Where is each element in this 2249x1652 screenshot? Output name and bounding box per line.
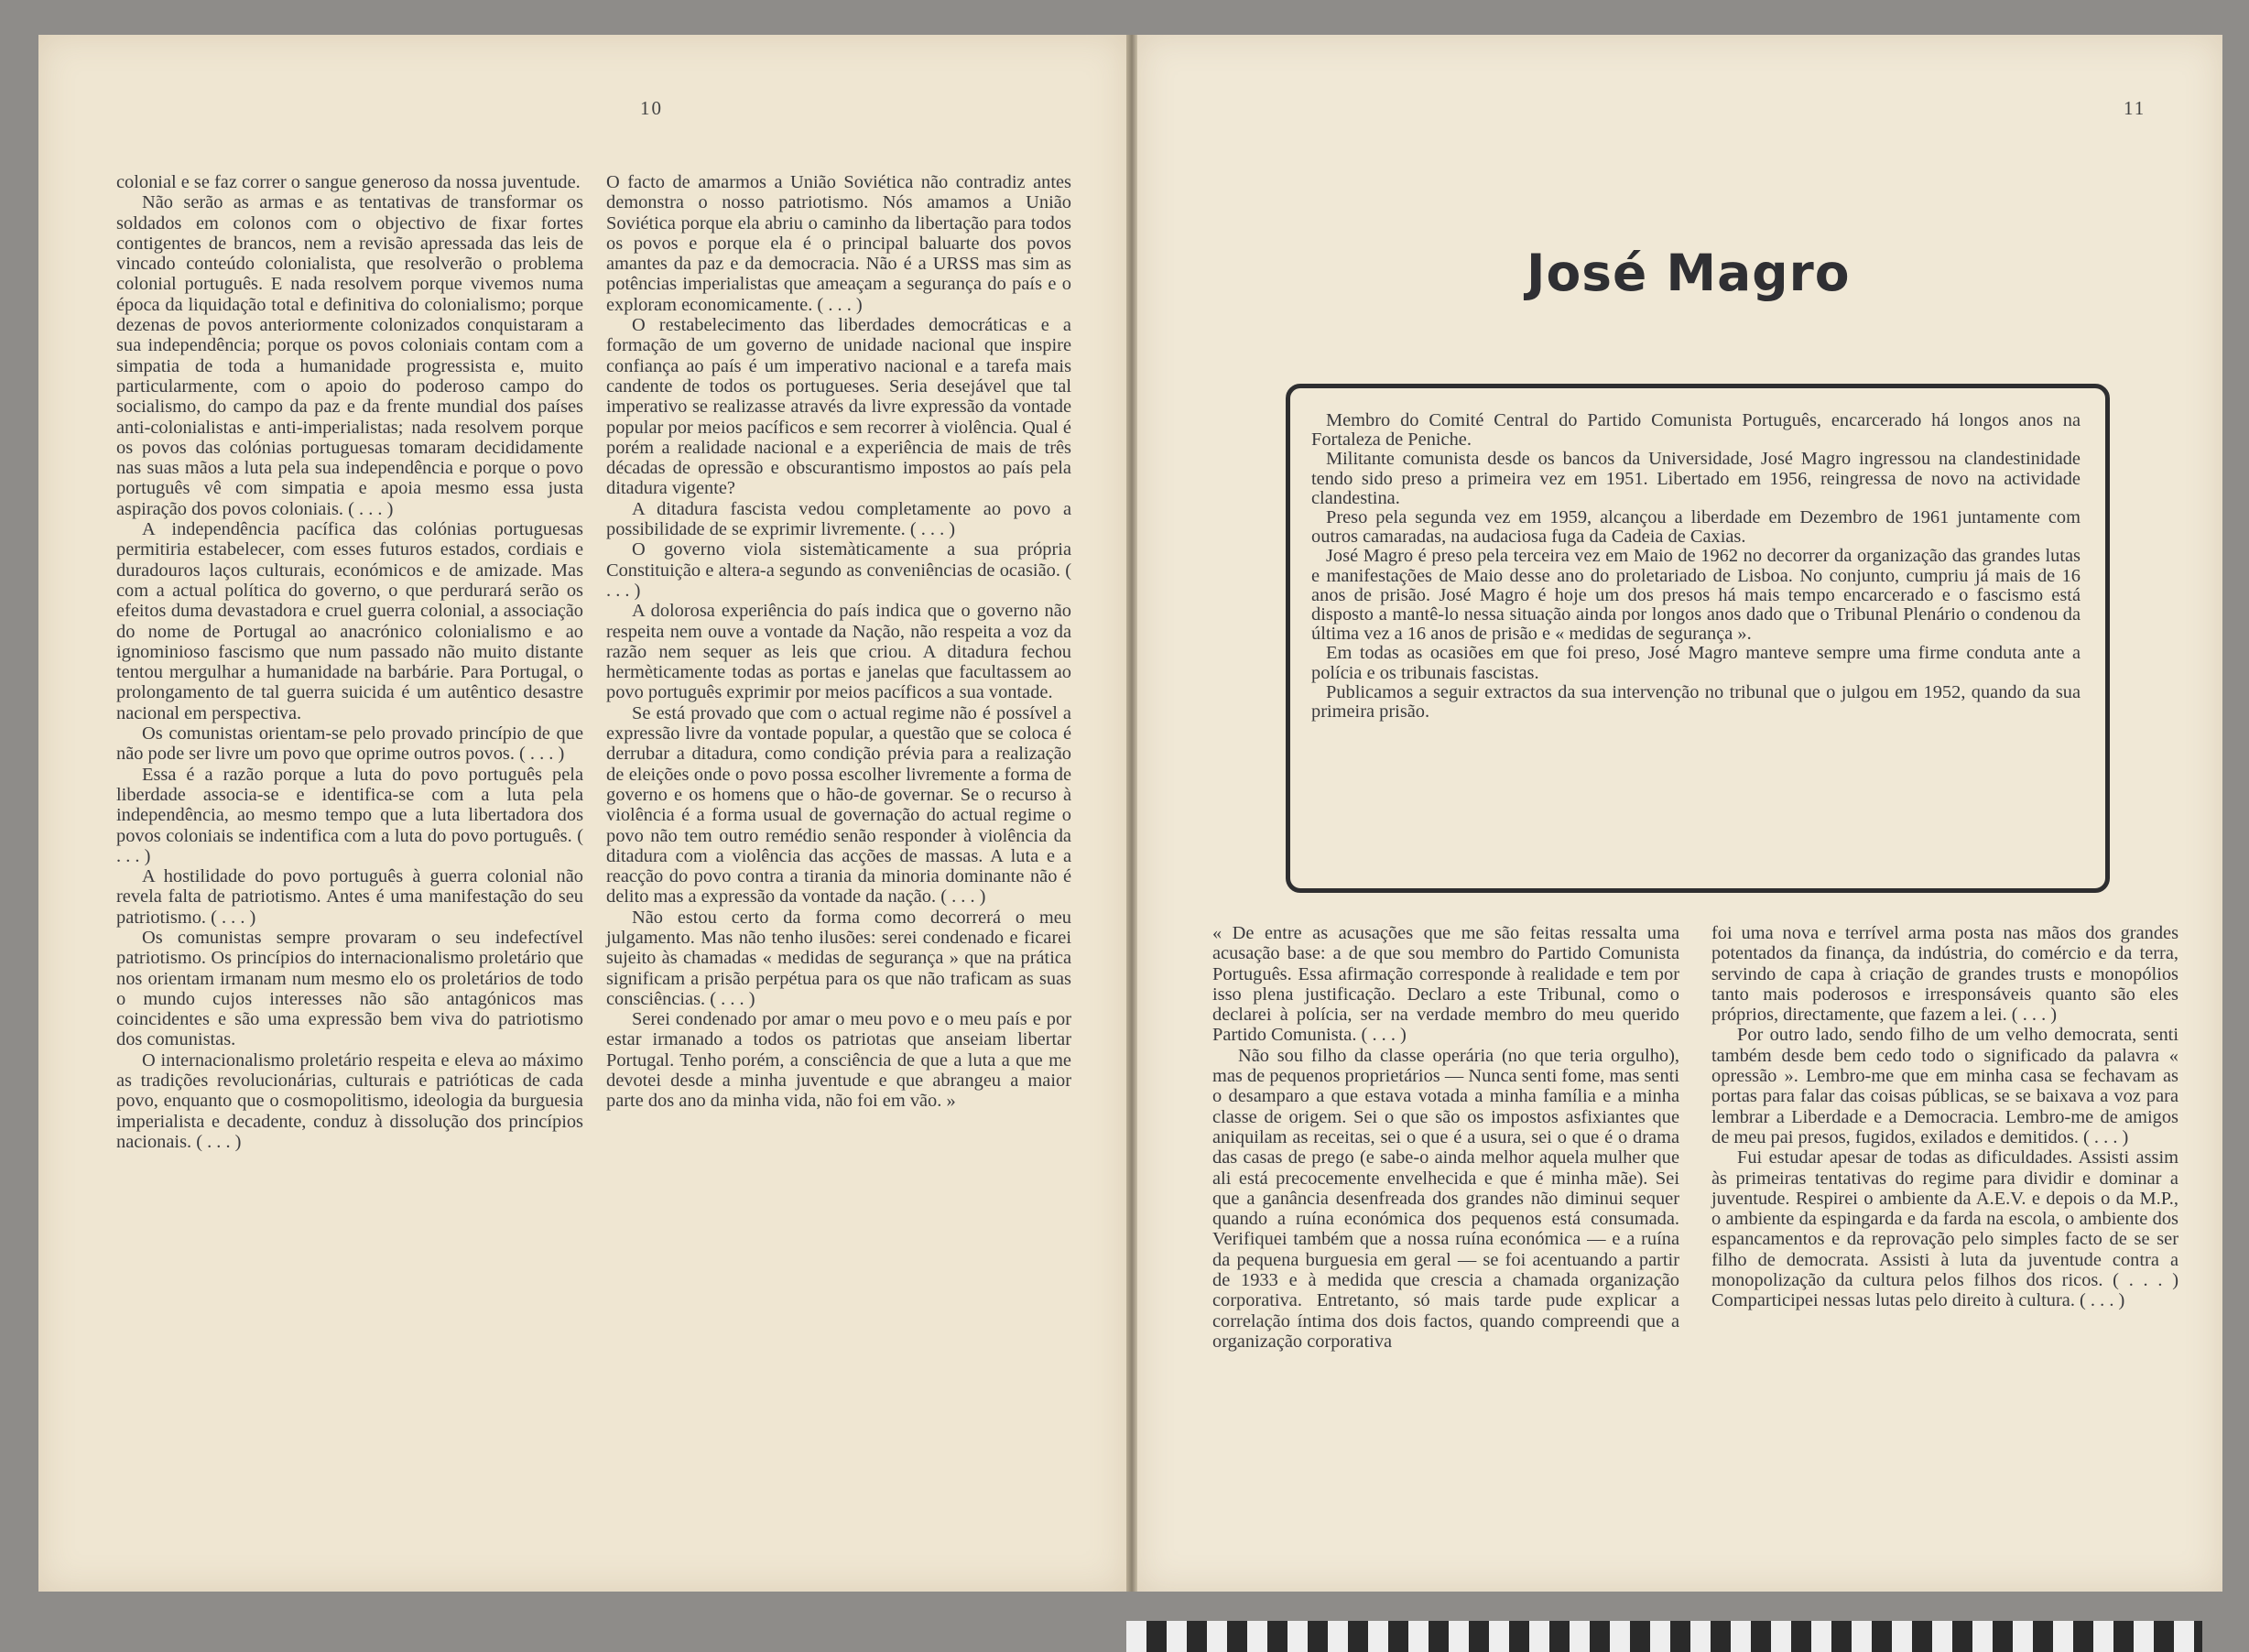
paragraph: Preso pela segunda vez em 1959, alcançou a liberdade em Dezembro de 1961 juntamente com outros camaradas, na audaciosa fuga da Cadeia de Caxias. bbox=[1311, 507, 2081, 548]
paragraph: Os comunistas orientam-se pelo provado princípio de que não pode ser livre um povo que oprime outros povos. ( . . . ) bbox=[116, 723, 583, 765]
book-gutter bbox=[1126, 35, 1137, 1592]
paragraph: Os comunistas sempre provaram o seu indefectível patriotismo. Os princípios do internacionalismo proletário que nos orientam irmanam num mesmo elo os proletários de todo o mundo cujos interesses não são antagónicos mas coincidentes e são uma expressão bem viva do patriotismo dos comunistas. bbox=[116, 927, 583, 1050]
paragraph: Fui estudar apesar de todas as dificuldades. Assisti assim às primeiras tentativas do regime para dividir e dominar a juventude. Respirei o ambiente da A.E.V. e depois o da M.P., o ambiente da espingarda e da farda na escola, o ambiente dos espancamentos e da reprovação pelo simples facto de se ser filho de democrata. Assisti à luta da juventude contra a monopolização da cultura pelos filhos dos ricos. ( . . . ) Comparticipei nessas lutas pelo direito à cultura. ( . . . ) bbox=[1711, 1147, 2178, 1311]
paragraph: Serei condenado por amar o meu povo e o meu país e por estar irmanado a todos os patriotas que anseiam libertar Portugal. Tenho porém, a consciência de que a luta a que me devotei desde a minha juventude e que abrangeu a maior parte dos ano da minha vida, não foi em vão. » bbox=[606, 1009, 1071, 1112]
paragraph: A dolorosa experiência do país indica que o governo não respeita nem ouve a vontade da Nação, não respeita a voz da razão nem sequer as leis que criou. A ditadura fechou hermèticamente todas as portas e janelas que facultassem ao povo português exprimir por meios pacíficos a sua vontade. bbox=[606, 601, 1071, 703]
paragraph: Não serão as armas e as tentativas de transformar os soldados em colonos com o objectivo de fixar fortes contigentes de brancos, nem a revisão apressada das leis de vincado conteúdo colonialista, que resolverão o problema colonial português. E nada resolvem porque vivemos numa época da liquidação total e definitiva do colonialismo; porque dezenas de povos anteriormente colonizados conquistaram a sua independência; porque os povos coloniais contam com a simpatia de toda a humanidade progressista e, muito particularmente, com o apoio do poderoso campo do socialismo, do campo da paz e da frente mundial dos países anti-colonialistas e anti-imperialistas; nada resolvem porque os povos das colónias portuguesas tomaram decididamente nas suas mãos a luta pela sua independência e porque o povo português vê com simpatia e apoia mesmo essa justa aspiração dos povos coloniais. ( . . . ) bbox=[116, 192, 583, 519]
paragraph: Não estou certo da forma como decorrerá o meu julgamento. Mas não tenho ilusões: serei condenado e ficarei sujeito às chamadas « medidas de segurança » que na prática significam a prisão perpétua para os que não traficam as suas consciências. ( . . . ) bbox=[606, 907, 1071, 1009]
paragraph: A ditadura fascista vedou completamente ao povo a possibilidade de se exprimir livremente. ( . . . ) bbox=[606, 498, 1071, 540]
paragraph: Membro do Comité Central do Partido Comunista Português, encarcerado há longos anos na Fortaleza de Peniche. bbox=[1311, 410, 2081, 451]
paragraph: Se está provado que com o actual regime não é possível a expressão livre da vontade popular, a questão que se coloca é derrubar a ditadura, como condição prévia para a realização de eleições onde o povo possa escolher livremente a forma de governo e os homens que o hão-de governar. Se o recurso à violência é a forma usual de governação do actual regime o povo não tem outro remédio senão responder à violência da ditadura com a violência das acções de massas. A luta e a reacção do povo contra a tirania da minoria dominante não é delito mas a expressão da vontade da nação. ( . . . ) bbox=[606, 702, 1071, 908]
paragraph: Publicamos a seguir extractos da sua intervenção no tribunal que o julgou em 1952, quando da sua primeira prisão. bbox=[1311, 681, 2081, 723]
right-column-1 bbox=[1212, 923, 1679, 1352]
paragraph: O governo viola sistemàticamente a sua própria Constituição e altera-a segundo as conveniências de ocasião. ( . . . ) bbox=[606, 539, 1071, 601]
right-column-2 bbox=[1711, 923, 2178, 1311]
left-column-2 bbox=[606, 172, 1071, 1112]
biography-text bbox=[1311, 411, 2081, 722]
paragraph: « De entre as acusações que me são feitas ressalta uma acusação base: a de que sou membro do Partido Comunista Português. Essa afirmação corresponde à realidade e tem por isso plena justificação. Declaro a este Tribunal, como o declarei à polícia, ser na verdade membro do meu querido Partido Comunista. ( . . . ) bbox=[1212, 923, 1679, 1046]
scale-ruler bbox=[1126, 1621, 2202, 1652]
paragraph: A independência pacífica das colónias portuguesas permitiria estabelecer, com esses futuros estados, cordiais e duradouros laços culturais, económicos e de amizade. Mas com a actual política do governo, o que perdurará serão os efeitos duma devastadora e cruel guerra colonial, a associação do nome de Portugal ao anacrónico colonialismo e ao ignominioso fascismo que num passado não muito distante tentou mergulhar a humanidade na barbárie. Para Portugal, o prolongamento de tal guerra suicida é um autêntico desastre nacional em perspectiva. bbox=[116, 519, 583, 723]
paragraph: Não sou filho da classe operária (no que teria orgulho), mas de pequenos proprietários — Nunca senti fome, mas senti o desamparo a que estava votada a minha família e a minha classe de origem. Sei o que são os impostos asfixiantes que aniquilam as receitas, sei o que é a usura, sei o que é o drama das casas de prego (e sabe-o ainda melhor aquela mulher que ali está precocemente envelhecida e que é minha mãe). Sei que a ganância desenfreada dos grandes não diminui sequer quando a ruína económica dos pequenos está consumada. Verifiquei também que a nossa ruína económica — e a ruína da pequena burguesia em geral — se foi acentuando a partir de 1933 e à medida que crescia a chamada organização corporativa. Entretanto, só mais tarde pude explicar a correlação íntima dos dois factos, quando compreendi que a organização corporativa bbox=[1212, 1045, 1679, 1352]
paragraph: Essa é a razão porque a luta do povo português pela liberdade associa-se e identifica-se com a luta pela independência, ao mesmo tempo que a luta libertadora dos povos coloniais se indentifica com a luta do povo português. ( . . . ) bbox=[116, 764, 583, 866]
paragraph: O restabelecimento das liberdades democráticas e a formação de um governo de unidade nacional que inspire confiança ao país é um imperativo nacional e a tarefa mais candente de todos os portugueses. Seria desejável que tal imperativo se realizasse através da livre expressão da vontade popular por meios pacíficos e sem recorrer à violência. Qual é porém a realidade nacional e a experiência de mais de três décadas de opressão e obscurantismo impostos ao país pela ditadura vigente? bbox=[606, 315, 1071, 499]
paragraph: Por outro lado, sendo filho de um velho democrata, senti também desde bem cedo todo o significado da palavra « opressão ». Lembro-me que em minha casa se fechavam as portas para falar das coisas públicas, se se baixava a voz para lembrar a Liberdade e a Democracia. Lembro-me de amigos de meu pai presos, fugidos, exilados e demitidos. ( . . . ) bbox=[1711, 1025, 2178, 1147]
left-page bbox=[38, 35, 1126, 1592]
right-page bbox=[1137, 35, 2222, 1592]
page-number-left: 10 bbox=[640, 97, 663, 119]
paragraph: Em todas as ocasiões em que foi preso, José Magro manteve sempre uma firme conduta ante a polícia e os tribunais fascistas. bbox=[1311, 643, 2081, 683]
paragraph: O internacionalismo proletário respeita e eleva ao máximo as tradições revolucionárias, culturais e patrióticas de cada povo, enquanto que o cosmopolitismo, ideologia da burguesia imperialista e decadente, conduz à dissolução dos princípios nacionais. ( . . . ) bbox=[116, 1049, 583, 1152]
paragraph: José Magro é preso pela terceira vez em Maio de 1962 no decorrer da organização das grandes lutas e manifestações de Maio desse ano do proletariado de Lisboa. No conjunto, cumpriu já mais de 16 anos de prisão. José Magro é hoje um dos presos há mais tempo encarcerado e o fascismo está disposto a mantê-lo nessa situação ainda por longos anos dado que o Tribunal Plenário o condenou da última vez a 16 anos de prisão e « medidas de segurança ». bbox=[1311, 546, 2081, 645]
paragraph: O facto de amarmos a União Soviética não contradiz antes demonstra o nosso patriotismo. Nós amamos a União Soviética porque ela abriu o caminho da libertação para todos os povos e porque ela é o principal baluarte dos povos amantes da paz e da democracia. Não é a URSS mas sim as potências imperialistas que ameaçam a segurança do país e o exploram economicamente. ( . . . ) bbox=[606, 172, 1071, 315]
paragraph: Militante comunista desde os bancos da Universidade, José Magro ingressou na clandestinidade tendo sido preso a primeira vez em 1951. Libertado em 1956, reingressa de novo na actividade clandestina. bbox=[1311, 449, 2081, 508]
book-spread bbox=[38, 35, 2222, 1592]
paragraph: foi uma nova e terrível arma posta nas mãos dos grandes potentados da finança, da indústria, do comércio e da terra, servindo de capa à criação de grandes trusts e monopólios tanto mais poderosos e irresponsáveis quanto são eles próprios, directamente, que fazem a lei. ( . . . ) bbox=[1711, 923, 2178, 1026]
left-column-1 bbox=[116, 172, 583, 1152]
paragraph: colonial e se faz correr o sangue generoso da nossa juventude. bbox=[116, 172, 581, 192]
paragraph: A hostilidade do povo português à guerra colonial não revela falta de patriotismo. Antes é uma manifestação do seu patriotismo. ( . . . ) bbox=[116, 866, 583, 928]
article-title: José Magro bbox=[1526, 244, 1851, 302]
page-number-right: 11 bbox=[2124, 97, 2146, 119]
